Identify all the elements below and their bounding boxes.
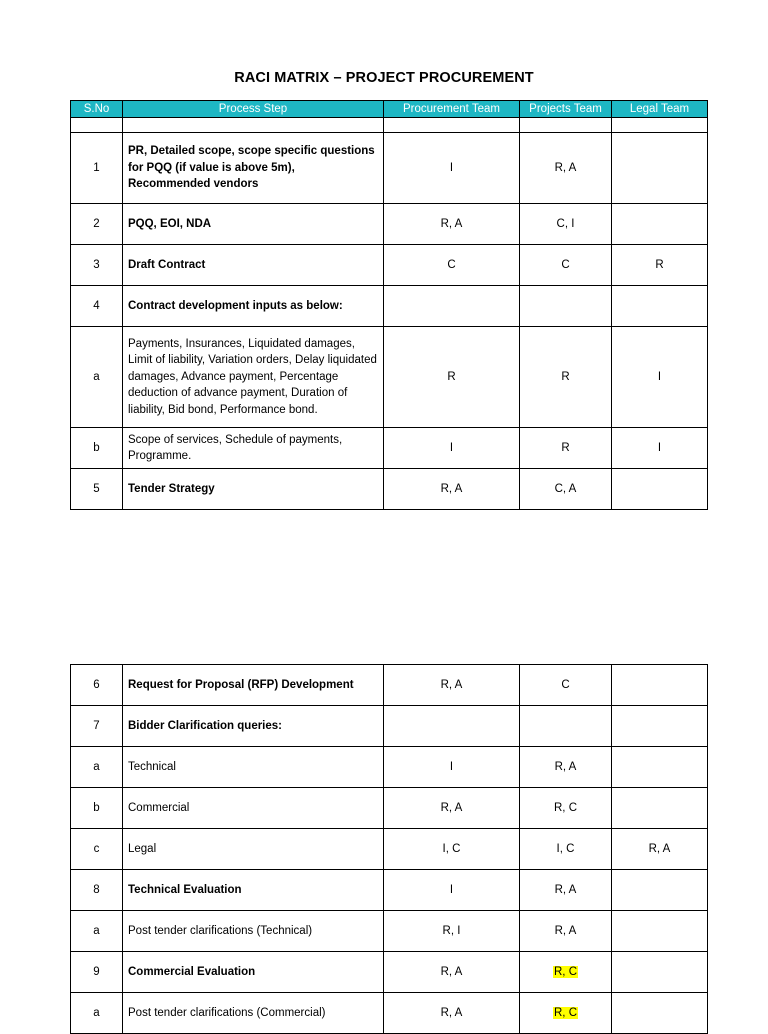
process-step-cell: Commercial Evaluation — [123, 952, 384, 993]
sno-cell: 9 — [71, 952, 123, 993]
legal-cell — [612, 911, 708, 952]
process-step-cell: Technical Evaluation — [123, 870, 384, 911]
legal-cell — [612, 118, 708, 133]
projects-cell: R — [520, 327, 612, 428]
table-row — [71, 993, 708, 1034]
legal-cell — [612, 706, 708, 747]
raci-table-top-body — [71, 118, 708, 510]
legal-cell: I — [612, 428, 708, 469]
table-row — [71, 469, 708, 510]
raci-table-bottom-body — [71, 665, 708, 1034]
header-process-step: Process Step — [123, 101, 384, 118]
highlighted-value: R, C — [554, 1007, 577, 1019]
process-step-cell: Bidder Clarification queries: — [123, 706, 384, 747]
sno-cell: b — [71, 428, 123, 469]
procurement-cell: I, C — [384, 829, 520, 870]
legal-cell — [612, 870, 708, 911]
sno-cell: 2 — [71, 204, 123, 245]
table-row — [71, 665, 708, 706]
procurement-cell: R, A — [384, 788, 520, 829]
sno-cell: a — [71, 327, 123, 428]
procurement-cell: R — [384, 327, 520, 428]
procurement-cell: R, A — [384, 469, 520, 510]
procurement-cell: I — [384, 870, 520, 911]
projects-cell: R, C — [520, 788, 612, 829]
projects-cell: R, A — [520, 911, 612, 952]
header-legal-team: Legal Team — [612, 101, 708, 118]
projects-cell — [520, 952, 612, 993]
projects-cell: C — [520, 245, 612, 286]
projects-cell: R — [520, 428, 612, 469]
legal-cell — [612, 952, 708, 993]
sno-cell: 1 — [71, 133, 123, 204]
document-title: RACI MATRIX – PROJECT PROCUREMENT — [234, 70, 534, 86]
sno-cell: c — [71, 829, 123, 870]
legal-cell — [612, 747, 708, 788]
legal-cell — [612, 788, 708, 829]
table-row — [71, 829, 708, 870]
projects-cell — [520, 993, 612, 1034]
process-step-cell: PR, Detailed scope, scope specific questions for PQQ (if value is above 5m), Recommended vendors — [123, 133, 384, 204]
procurement-cell: I — [384, 428, 520, 469]
sno-cell: 6 — [71, 665, 123, 706]
sno-cell — [71, 118, 123, 133]
table-row — [71, 327, 708, 428]
projects-cell: I, C — [520, 829, 612, 870]
procurement-cell — [384, 118, 520, 133]
process-step-cell: Request for Proposal (RFP) Development — [123, 665, 384, 706]
header-procurement-team: Procurement Team — [384, 101, 520, 118]
procurement-cell: I — [384, 747, 520, 788]
legal-cell — [612, 469, 708, 510]
process-step-cell: Technical — [123, 747, 384, 788]
table-row — [71, 133, 708, 204]
legal-cell: R, A — [612, 829, 708, 870]
raci-table-bottom — [70, 664, 708, 1034]
process-step-cell: PQQ, EOI, NDA — [123, 204, 384, 245]
projects-cell: R, A — [520, 133, 612, 204]
table-row — [71, 952, 708, 993]
sno-cell: 7 — [71, 706, 123, 747]
procurement-cell: R, A — [384, 952, 520, 993]
raci-table-top — [70, 100, 708, 510]
legal-cell — [612, 286, 708, 327]
process-step-cell: Draft Contract — [123, 245, 384, 286]
table-row — [71, 428, 708, 469]
highlighted-value: R, C — [554, 966, 577, 978]
process-step-cell: Tender Strategy — [123, 469, 384, 510]
process-step-cell: Contract development inputs as below: — [123, 286, 384, 327]
sno-cell: 5 — [71, 469, 123, 510]
sno-cell: 3 — [71, 245, 123, 286]
table-row — [71, 788, 708, 829]
header-sno: S.No — [71, 101, 123, 118]
table-row — [71, 706, 708, 747]
legal-cell — [612, 993, 708, 1034]
legal-cell — [612, 204, 708, 245]
legal-cell — [612, 665, 708, 706]
projects-cell — [520, 118, 612, 133]
process-step-cell: Scope of services, Schedule of payments, Programme. — [123, 428, 384, 469]
process-step-cell: Commercial — [123, 788, 384, 829]
sno-cell: 8 — [71, 870, 123, 911]
table-row — [71, 911, 708, 952]
legal-cell — [612, 133, 708, 204]
table-row — [71, 747, 708, 788]
procurement-cell — [384, 286, 520, 327]
legal-cell: I — [612, 327, 708, 428]
sno-cell: a — [71, 911, 123, 952]
table-row — [71, 204, 708, 245]
procurement-cell: R, A — [384, 204, 520, 245]
projects-cell: C — [520, 665, 612, 706]
projects-cell — [520, 706, 612, 747]
process-step-cell — [123, 118, 384, 133]
procurement-cell: C — [384, 245, 520, 286]
table-header-row — [71, 101, 708, 118]
process-step-cell: Legal — [123, 829, 384, 870]
procurement-cell: R, A — [384, 665, 520, 706]
table-row — [71, 286, 708, 327]
sno-cell: b — [71, 788, 123, 829]
table-row — [71, 118, 708, 133]
table-row — [71, 245, 708, 286]
sno-cell: a — [71, 747, 123, 788]
legal-cell: R — [612, 245, 708, 286]
projects-cell — [520, 286, 612, 327]
sno-cell: 4 — [71, 286, 123, 327]
procurement-cell: I — [384, 133, 520, 204]
projects-cell: R, A — [520, 747, 612, 788]
process-step-cell: Post tender clarifications (Technical) — [123, 911, 384, 952]
procurement-cell: R, A — [384, 993, 520, 1034]
projects-cell: R, A — [520, 870, 612, 911]
process-step-cell: Post tender clarifications (Commercial) — [123, 993, 384, 1034]
table-row — [71, 870, 708, 911]
process-step-cell: Payments, Insurances, Liquidated damages, Limit of liability, Variation orders, Delay liquidated damages, Advance payment, Percentage deduction of advance payment, Duration of liability, Bid bond, Performance bond. — [123, 327, 384, 428]
projects-cell: C, I — [520, 204, 612, 245]
header-projects-team: Projects Team — [520, 101, 612, 118]
procurement-cell — [384, 706, 520, 747]
sno-cell: a — [71, 993, 123, 1034]
projects-cell: C, A — [520, 469, 612, 510]
procurement-cell: R, I — [384, 911, 520, 952]
